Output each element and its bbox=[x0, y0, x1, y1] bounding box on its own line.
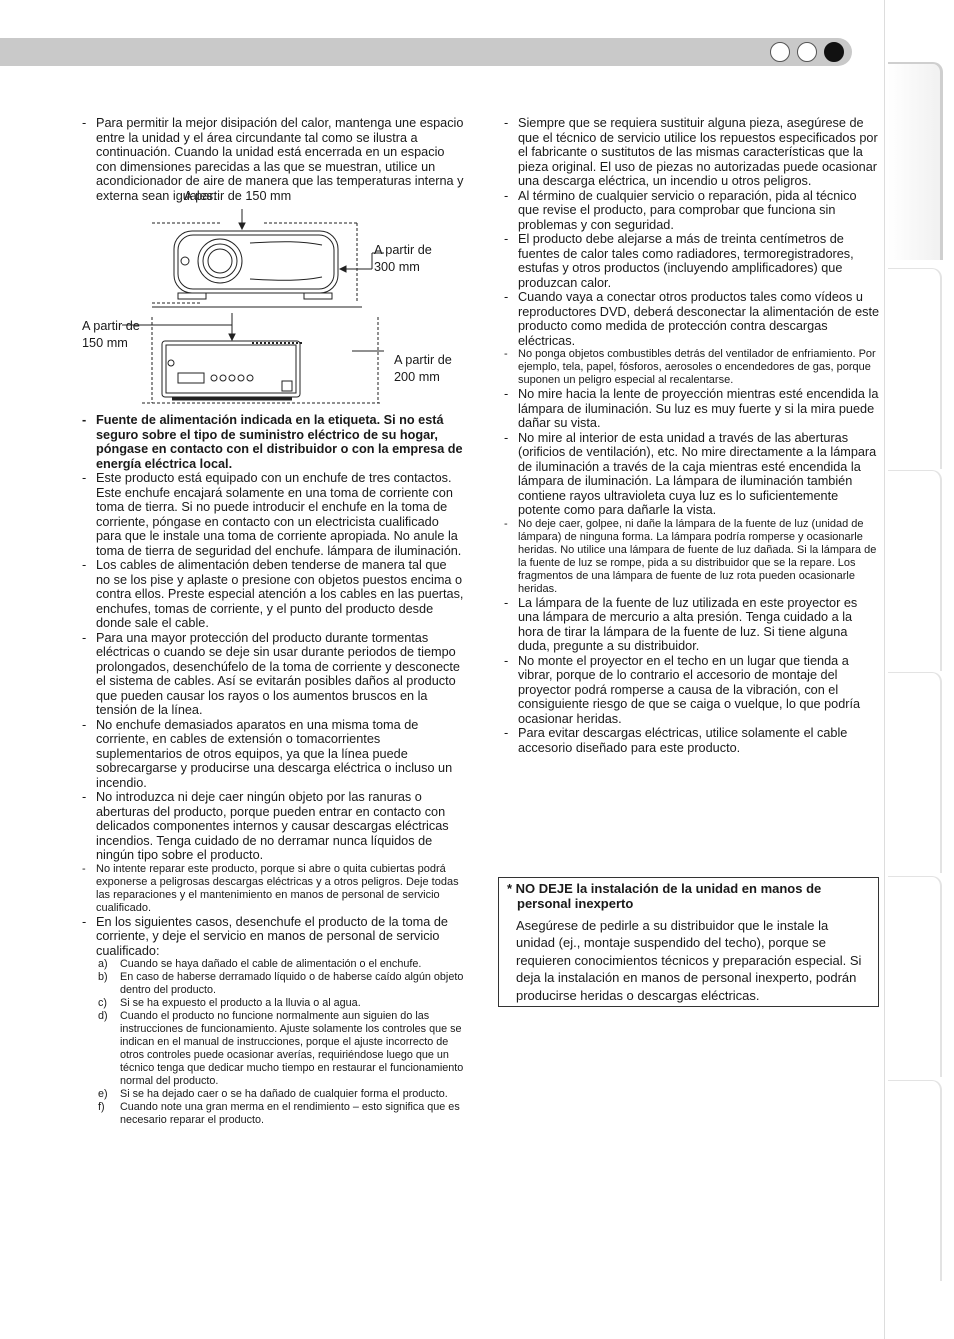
safety-item: - Al término de cualquier servicio o reparación, pida al técnico que revise el producto, para comprobar que funciona sin problemas y con seguridad. bbox=[504, 188, 857, 232]
safety-item-text: En los siguientes casos, desenchufe el producto de la toma de corriente, y deje el servicio en manos de personal de servicio cualificado: bbox=[96, 914, 448, 958]
case-subitem bbox=[82, 997, 464, 1010]
safety-item-text: Este producto está equipado con un enchufe de tres contactos. Este enchufe encajará solamente en una toma de corriente con toma de tierra. Si no puede introducir el enchufe en la toma de corriente, póngase en contacto con un electricista cualificado para que le instale una toma de corriente apropiada. No anule la toma de tierra de seguridad del enchufe. lámpara de iluminación. bbox=[96, 471, 462, 558]
safety-item-text: Los cables de alimentación deben tenderse de manera tal que no se los pise y aplaste o presione con objetos puestos encima o contra ellos. Preste especial atención a los cables en las puertas, enchufes, tomas de corriente, y el punto del producto desde donde sale el cable. bbox=[96, 558, 464, 630]
case-subitem bbox=[82, 1088, 464, 1101]
side-tab-3[interactable] bbox=[888, 470, 942, 671]
safety-item: - No deje caer, golpee, ni dañe la lámpara de la fuente de luz (unidad de lámpara) de ninguna forma. La lámpara podría romperse y ocasionarle heridas. No utilice una lámpara de fuente de luz dañada. Si la lámpara de la fuente de luz se rompe, pida a su distribuidor que se la repare. Los fragmentos de una lámpara de fuente de luz rota pueden ocasionarle heridas. bbox=[504, 517, 877, 595]
case-letter: e) bbox=[98, 1088, 108, 1100]
safety-item-text: No introduzca ni deje caer ningún objeto por las ranuras o aberturas del producto, porque pueden entrar en contacto con delicados componentes internos y causar descargas eléctricas incendios. Tenga cuidado de no derramar nunca líquidos de ningún tipo sobre el producto. bbox=[96, 790, 449, 862]
safety-item: - No enchufe demasiados aparatos en una misma toma de corriente, en cables de extensión o tomacorrientes suplementarios de otros equipos, ya que la línea puede sobrecargarse y producirse una descarga eléctrica o incluso un incendio. bbox=[82, 717, 453, 790]
left-column bbox=[82, 116, 464, 1127]
safety-item: - Este producto está equipado con un enchufe de tres contactos. Este enchufe encajará solamente en una toma de corriente con toma de tierra. Si no puede introducir el enchufe en la toma de corriente, póngase en contacto con un electricista cualificado para que le instale una toma de corriente apropiada. No anule la toma de tierra de seguridad del enchufe. lámpara de iluminación. bbox=[82, 471, 462, 558]
right-list bbox=[504, 116, 880, 755]
safety-item: - No mire hacia la lente de proyección mientras esté encendida la lámpara de iluminación. Su luz es muy fuerte y si la mira puede dañar su vista. bbox=[504, 387, 879, 430]
safety-item-text: No intente reparar este producto, porque si abre o quita cubiertas podrá exponerse a peligrosas descargas eléctricas y a otros peligros. Deje todas las reparaciones y el mantenimiento en manos de personal de servicio cualificado. bbox=[96, 862, 459, 914]
left-sublist bbox=[82, 958, 464, 1127]
case-letter: b) bbox=[98, 971, 108, 983]
clearance-label-right-1: A partir de bbox=[374, 243, 432, 257]
safety-item: - No intente reparar este producto, porque si abre o quita cubiertas podrá exponerse a peligrosas descargas eléctricas y a otros peligros. Deje todas las reparaciones y el mantenimiento en manos de personal de servicio cualificado. bbox=[82, 862, 459, 914]
safety-item-text: Al término de cualquier servicio o reparación, pida al técnico que revise el producto, para comprobar que funciona sin problemas y con seguridad. bbox=[518, 188, 857, 232]
safety-item: - No introduzca ni deje caer ningún objeto por las ranuras o aberturas del producto, porque pueden entrar en contacto con delicados componentes internos y causar descargas eléctricas incendios. Tenga cuidado de no derramar nunca líquidos de ningún tipo sobre el producto. bbox=[82, 790, 449, 862]
side-tab-4[interactable] bbox=[888, 672, 942, 873]
installation-warning-box bbox=[498, 877, 879, 1007]
case-subitem bbox=[82, 958, 464, 971]
warning-body: Asegúrese de pedirle a su distribuidor que le instale la unidad (ej., montaje suspendido del techo), porque se requieren conocimientos técnicos y preparación especial. Si deja la instalación en manos de personal inexperto, podrán producirse heridas o descargas eléctricas. bbox=[516, 918, 862, 1003]
side-tab-2[interactable] bbox=[888, 268, 942, 469]
safety-item-text: No deje caer, golpee, ni dañe la lámpara de la fuente de luz (unidad de lámpara) de ninguna forma. La lámpara podría romperse y ocasionarle heridas. No utilice una lámpara de fuente de luz dañada. Si la lámpara de la fuente de luz se rompe, pida a su distribuidor que se la repare. Los fragmentos de una lámpara de fuente de luz rota pueden ocasionarle heridas. bbox=[518, 517, 877, 595]
safety-item: - No mire al interior de esta unidad a través de las aberturas (orificios de ventilación), etc. No mire directamente a la lámpara de iluminación a través de la caja mientras esté encendida la lámpara de iluminación. La lámpara de iluminación también contiene rayos ultravioleta cuya luz es lo suficientemente potente como para dañarle la vista. bbox=[504, 430, 877, 517]
safety-item-text: No monte el proyector en el techo en un lugar que tienda a vibrar, porque de lo contrario el accesorio de montaje del proyector podrá romperse a causa de la vibración, con el consiguiente riesgo de que se caiga o vuelque, lo que podría ocasionar heridas. bbox=[518, 653, 861, 726]
safety-item: - Para una mayor protección del producto durante tormentas eléctricas o cuando se deje sin usar durante periodos de tiempo prolongados, desenchúfelo de la toma de corriente y desconecte el sistema de cables. Así se evitarán posibles daños al producto que pueden causar los rayos o los aumentos bruscos en la tensión de la línea. bbox=[82, 630, 460, 717]
page-indicator-dot-3 bbox=[824, 42, 844, 62]
case-text: Si se ha dejado caer o se ha dañado de cualquier forma el producto. bbox=[120, 1088, 448, 1100]
safety-item: - No monte el proyector en el techo en un lugar que tienda a vibrar, porque de lo contrario el accesorio de montaje del proyector podrá romperse a causa de la vibración, con el consiguiente riesgo de que se caiga o vuelque, lo que podría ocasionar heridas. bbox=[504, 653, 861, 726]
case-text: Cuando el producto no funcione normalmente aun siguien do las instrucciones de funcionamiento. Ajuste solamente los controles que se indican en el manual de instrucciones, porque el ajuste incorrecto de otros controles puede ocasionar averías, requiriéndose luego que un técnico tenga que dedicar mucho tiempo en restaurar el funcionamiento normal del producto. bbox=[120, 1010, 464, 1087]
clearance-label-left-1: A partir de bbox=[82, 319, 140, 333]
case-text: Cuando se haya dañado el cable de alimentación o el enchufe. bbox=[120, 958, 422, 970]
safety-item: - No ponga objetos combustibles detrás del ventilador de enfriamiento. Por ejemplo, tela, papel, fósforos, aerosoles o encendedores de gas, porque suponen un peligro especial al recalentarse. bbox=[504, 348, 876, 386]
safety-item: - La lámpara de la fuente de luz utilizada en este proyector es una lámpara de mercurio a alta presión. Tenga cuidado a la hora de tirar la lámpara de la fuente de luz. Si tiene alguna duda, pregunte a su distribuidor. bbox=[504, 595, 858, 653]
safety-item: - Fuente de alimentación indicada en la etiqueta. Si no está seguro sobre el tipo de suministro eléctrico de su hogar, póngase en contacto con el distribuidor o con la empresa de energía eléctrica local. bbox=[82, 413, 463, 471]
case-text: Si se ha expuesto el producto a la lluvia o al agua. bbox=[120, 997, 361, 1009]
safety-item-text: No ponga objetos combustibles detrás del ventilador de enfriamiento. Por ejemplo, tela, papel, fósforos, aerosoles o encendedores de gas, porque suponen un peligro especial al recalentarse. bbox=[518, 348, 876, 386]
safety-item-text: Siempre que se requiera sustituir alguna pieza, asegúrese de que el técnico de servicio utilice los repuestos especificados por el fabricante o sustitutos de las mismas características que la pieza original. El uso de piezas no autorizadas puede ocasionar una descarga eléctrica, un incendio u otros peligros. bbox=[518, 116, 878, 188]
clearance-diagram bbox=[82, 189, 472, 413]
case-text: En caso de haberse derramado líquido o de haberse caído algún objeto dentro del producto. bbox=[120, 971, 464, 996]
safety-item: - Siempre que se requiera sustituir alguna pieza, asegúrese de que el técnico de servicio utilice los repuestos especificados por el fabricante o sustitutos de las mismas características que la pieza original. El uso de piezas no autorizadas puede ocasionar una descarga eléctrica, un incendio u otros peligros. bbox=[504, 116, 878, 188]
safety-item: - Para evitar descargas eléctricas, utilice solamente el cable accesorio diseñado para este producto. bbox=[504, 726, 848, 755]
intro-item: - Para permitir la mejor disipación del calor, mantenga une espacio entre la unidad y el área circundante tal como se ilustra a continuación. Cuando la unidad está encerrada en un espacio con dimensiones parecidas a las que se muestran, utilice un acondicionador de aire de manera que las temperaturas interna y externa sean iguales. bbox=[82, 116, 464, 203]
safety-item-text: Para evitar descargas eléctricas, utilice solamente el cable accesorio diseñado para este producto. bbox=[518, 726, 848, 755]
case-letter: f) bbox=[98, 1101, 105, 1113]
safety-item-text: No enchufe demasiados aparatos en una misma toma de corriente, en cables de extensión o tomacorrientes suplementarios de otros equipos, ya que la línea puede sobrecargarse y producirse una descarga eléctrica o incluso un incendio. bbox=[96, 717, 453, 790]
safety-item-text: Fuente de alimentación indicada en la etiqueta. Si no está seguro sobre el tipo de suministro eléctrico de su hogar, póngase en contacto con el distribuidor o con la empresa de energía eléctrica local. bbox=[96, 413, 463, 471]
clearance-label-top: A partir de 150 mm bbox=[184, 189, 292, 203]
side-tab-5[interactable] bbox=[888, 876, 942, 1077]
case-subitem bbox=[82, 971, 464, 997]
warning-title: * NO DEJE la instalación de la unidad en manos de personal inexperto bbox=[507, 881, 822, 911]
clearance-label-right-2: 300 mm bbox=[374, 260, 420, 274]
safety-item-text: Cuando vaya a conectar otros productos tales como vídeos u reproductores DVD, deberá desconectar la alimentación de este producto como medida de protección contra descargas eléctricas. bbox=[518, 290, 880, 348]
safety-item: - Los cables de alimentación deben tenderse de manera tal que no se los pise y aplaste o presione con objetos puestos encima o contra ellos. Preste especial atención a los cables en las puertas, enchufes, tomas de corriente, y el punto del producto desde donde sale el cable. bbox=[82, 558, 464, 630]
clearance-label-right2-2: 200 mm bbox=[394, 370, 440, 384]
safety-item-text: No mire hacia la lente de proyección mientras esté encendida la lámpara de iluminación. Su luz es muy fuerte y si la mira puede dañar su vista. bbox=[518, 387, 879, 430]
safety-item-text: No mire al interior de esta unidad a través de las aberturas (orificios de ventilación), etc. No mire directamente a la lámpara de iluminación a través de la caja mientras esté encendida la lámpara de iluminación. La lámpara de iluminación también contiene rayos ultravioleta cuya luz es lo suficientemente potente como para dañarle la vista. bbox=[518, 430, 877, 517]
clearance-label-left-2: 150 mm bbox=[82, 336, 128, 350]
side-tab-active[interactable] bbox=[888, 62, 943, 260]
case-letter: c) bbox=[98, 997, 107, 1009]
side-tabs bbox=[884, 0, 954, 1339]
left-list bbox=[82, 413, 464, 958]
safety-item: - El producto debe alejarse a más de treinta centímetros de fuentes de calor tales como radiadores, termoregistradores, estufas y otros productos (incluyendo amplificadores) que produzcan calor. bbox=[504, 232, 854, 290]
page-indicator-dot-2 bbox=[797, 42, 817, 62]
safety-item: - Cuando vaya a conectar otros productos tales como vídeos u reproductores DVD, deberá desconectar la alimentación de este producto como medida de protección contra descargas eléctricas. bbox=[504, 290, 880, 348]
case-letter: d) bbox=[98, 1010, 108, 1022]
case-subitem bbox=[82, 1101, 464, 1127]
clearance-label-right2-1: A partir de bbox=[394, 353, 452, 367]
safety-item-text: La lámpara de la fuente de luz utilizada en este proyector es una lámpara de mercurio a alta presión. Tenga cuidado a la hora de tirar la lámpara de la fuente de luz. Si tiene alguna duda, pregunte a su distribuidor. bbox=[518, 595, 858, 653]
case-text: Cuando note una gran merma en el rendimiento – esto significa que es necesario reparar el producto. bbox=[120, 1101, 460, 1126]
header-bar bbox=[0, 38, 852, 66]
case-letter: a) bbox=[98, 958, 108, 970]
case-subitem bbox=[82, 1010, 464, 1088]
right-column bbox=[504, 116, 880, 755]
safety-item-text: Para una mayor protección del producto durante tormentas eléctricas o cuando se deje sin usar durante periodos de tiempo prolongados, desenchúfelo de la toma de corriente y desconecte el sistema de cables. Así se evitarán posibles daños al producto que pueden causar los rayos o los aumentos bruscos en la tensión de la línea. bbox=[96, 630, 460, 717]
page-indicator-dot-1 bbox=[770, 42, 790, 62]
safety-item-text: El producto debe alejarse a más de treinta centímetros de fuentes de calor tales como radiadores, termoregistradores, estufas y otros productos (incluyendo amplificadores) que produzcan calor. bbox=[518, 232, 854, 290]
side-tab-6[interactable] bbox=[888, 1080, 942, 1281]
safety-item: - En los siguientes casos, desenchufe el producto de la toma de corriente, y deje el servicio en manos de personal de servicio cualificado: bbox=[82, 914, 448, 958]
